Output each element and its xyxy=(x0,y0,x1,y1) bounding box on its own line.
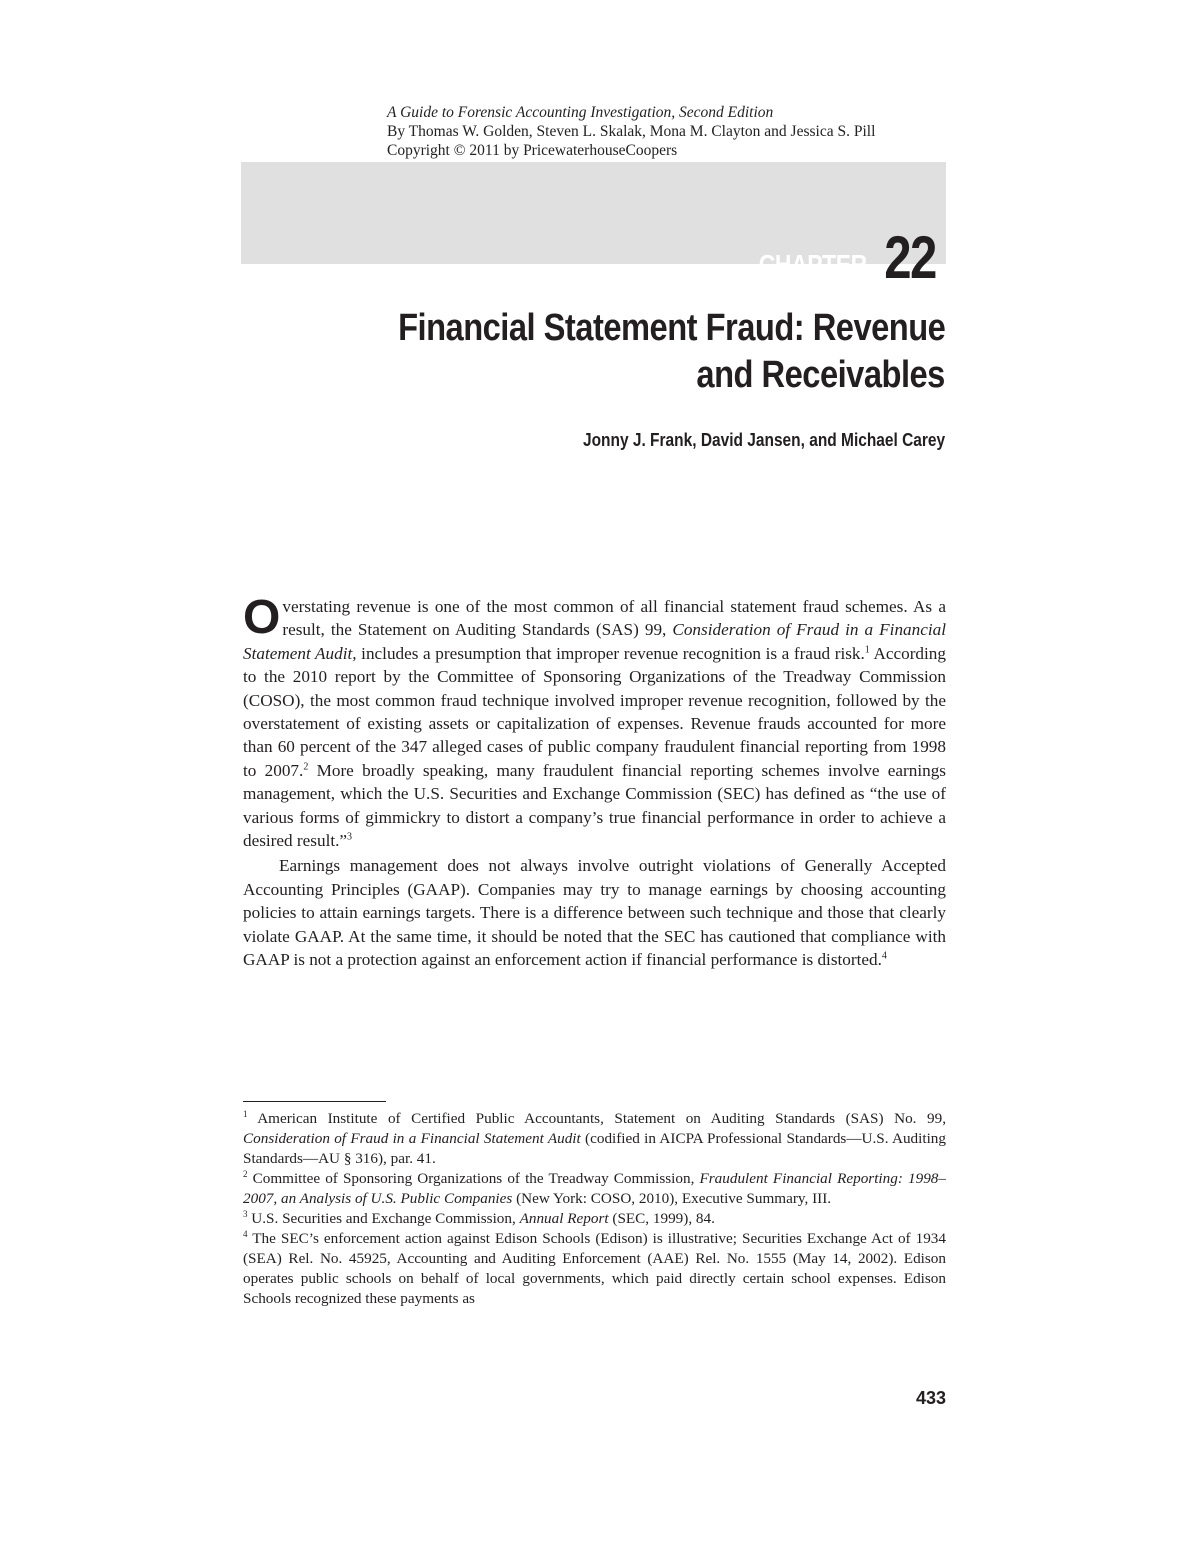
drop-cap: O xyxy=(243,591,281,644)
footnote-mark: 1 xyxy=(243,1108,248,1119)
text-run: (codified in AICPA Professional Standards—U.S. Auditing Standards—AU § 316), par. 41. xyxy=(243,1130,946,1167)
chapter-authors-text: Jonny J. Frank, David Jansen, and Michael Carey xyxy=(582,430,945,450)
text-run: More broadly speaking, many fraudulent financial reporting schemes involve earnings management, which the U.S. Securities and Exchange Commission (SEC) has defined as “the use of various forms of gimmickry to distort a company’s true financial performance in order to achieve a desired result.” xyxy=(243,760,946,851)
chapter-title xyxy=(245,305,945,399)
chapter-title-line-1: Financial Statement Fraud: Revenue xyxy=(397,307,945,349)
footnote-3 xyxy=(243,1209,946,1229)
footnote-mark: 4 xyxy=(243,1228,248,1239)
footnote-mark: 2 xyxy=(243,1168,248,1179)
paragraph-2 xyxy=(243,854,946,971)
text-run: includes a presumption that improper revenue recognition is a fraud risk. xyxy=(356,643,865,663)
text-run: According to the 2010 report by the Committee of Sponsoring Organizations of the Treadway Commission (COSO), the most common fraud technique involved improper revenue recognition, followed by the overstatement of existing assets or capitalization of expenses. Revenue frauds accounted for more than 60 percent of the 347 alleged cases of public company fraudulent financial reporting from 1998 to 2007. xyxy=(243,643,946,780)
chapter-label xyxy=(735,221,936,291)
chapter-title-line-2: and Receivables xyxy=(696,354,945,396)
paragraph-1 xyxy=(243,591,946,852)
text-run: The SEC’s enforcement action against Edison Schools (Edison) is illustrative; Securities Exchange Act of 1934 (SEA) Rel. No. 45925, Accounting and Auditing Enforcement (AAE) Rel. No. 1555 (May 14, 2002). Edison operates public schools on behalf of local governments, which paid directly certain school expenses. Edison Schools recognized these payments as xyxy=(243,1230,946,1307)
footnote-1 xyxy=(243,1109,946,1169)
text-run: U.S. Securities and Exchange Commission, xyxy=(247,1210,520,1227)
text-run: verstating revenue is one of the most common of all financial statement fraud schemes. As a result, the Statement on Auditing Standards (SAS) 99, xyxy=(282,597,946,640)
chapter-number: 22 xyxy=(884,224,936,291)
footnotes xyxy=(243,1109,946,1309)
footnote-ref-3[interactable]: 3 xyxy=(347,831,353,843)
italic-title: Fraudulent Financial Reporting: 1998–2007, an Analysis of U.S. Public Companies xyxy=(243,1170,946,1207)
book-title: A Guide to Forensic Accounting Investigation, Second Edition xyxy=(387,104,774,121)
text-run: Committee of Sponsoring Organizations of the Treadway Commission, xyxy=(247,1170,700,1187)
text-run: (New York: COSO, 2010), Executive Summary, III. xyxy=(512,1190,832,1207)
text-run: Earnings management does not always involve outright violations of Generally Accepted Accounting Principles (GAAP). Companies may try to manage earnings by choosing accounting policies to attain earnings targets. There is a difference between such technique and those that clearly violate GAAP. At the same time, it should be noted that the SEC has cautioned that compliance with GAAP is not a protection against an enforcement action if financial performance is distorted. xyxy=(243,856,946,970)
footnote-ref-4[interactable]: 4 xyxy=(881,950,887,962)
footnote-ref-2[interactable]: 2 xyxy=(303,761,309,773)
italic-title: Consideration of Fraud in a Financial Statement Audit xyxy=(243,1130,581,1147)
body-text xyxy=(243,591,946,972)
text-run: (SEC, 1999), 84. xyxy=(608,1210,715,1227)
footnote-divider xyxy=(243,1101,386,1102)
page-number: 433 xyxy=(915,1388,946,1408)
chapter-word: CHAPTER xyxy=(759,249,868,280)
chapter-authors xyxy=(245,430,945,451)
copyright-line: Copyright © 2011 by PricewaterhouseCoopers xyxy=(387,142,678,159)
footnote-mark: 3 xyxy=(243,1208,248,1219)
footnote-ref-1[interactable]: 1 xyxy=(864,644,870,656)
book-authors-line: By Thomas W. Golden, Steven L. Skalak, Mona M. Clayton and Jessica S. Pill xyxy=(387,123,876,140)
text-run: American Institute of Certified Public Accountants, Statement on Auditing Standards (SAS) No. 99, xyxy=(247,1110,946,1127)
footnote-2 xyxy=(243,1169,946,1209)
footnote-4 xyxy=(243,1229,946,1309)
italic-title: Consideration of Fraud in a Financial Statement Audit, xyxy=(243,620,946,663)
book-info-header xyxy=(387,103,987,160)
italic-title: Annual Report xyxy=(519,1210,609,1227)
